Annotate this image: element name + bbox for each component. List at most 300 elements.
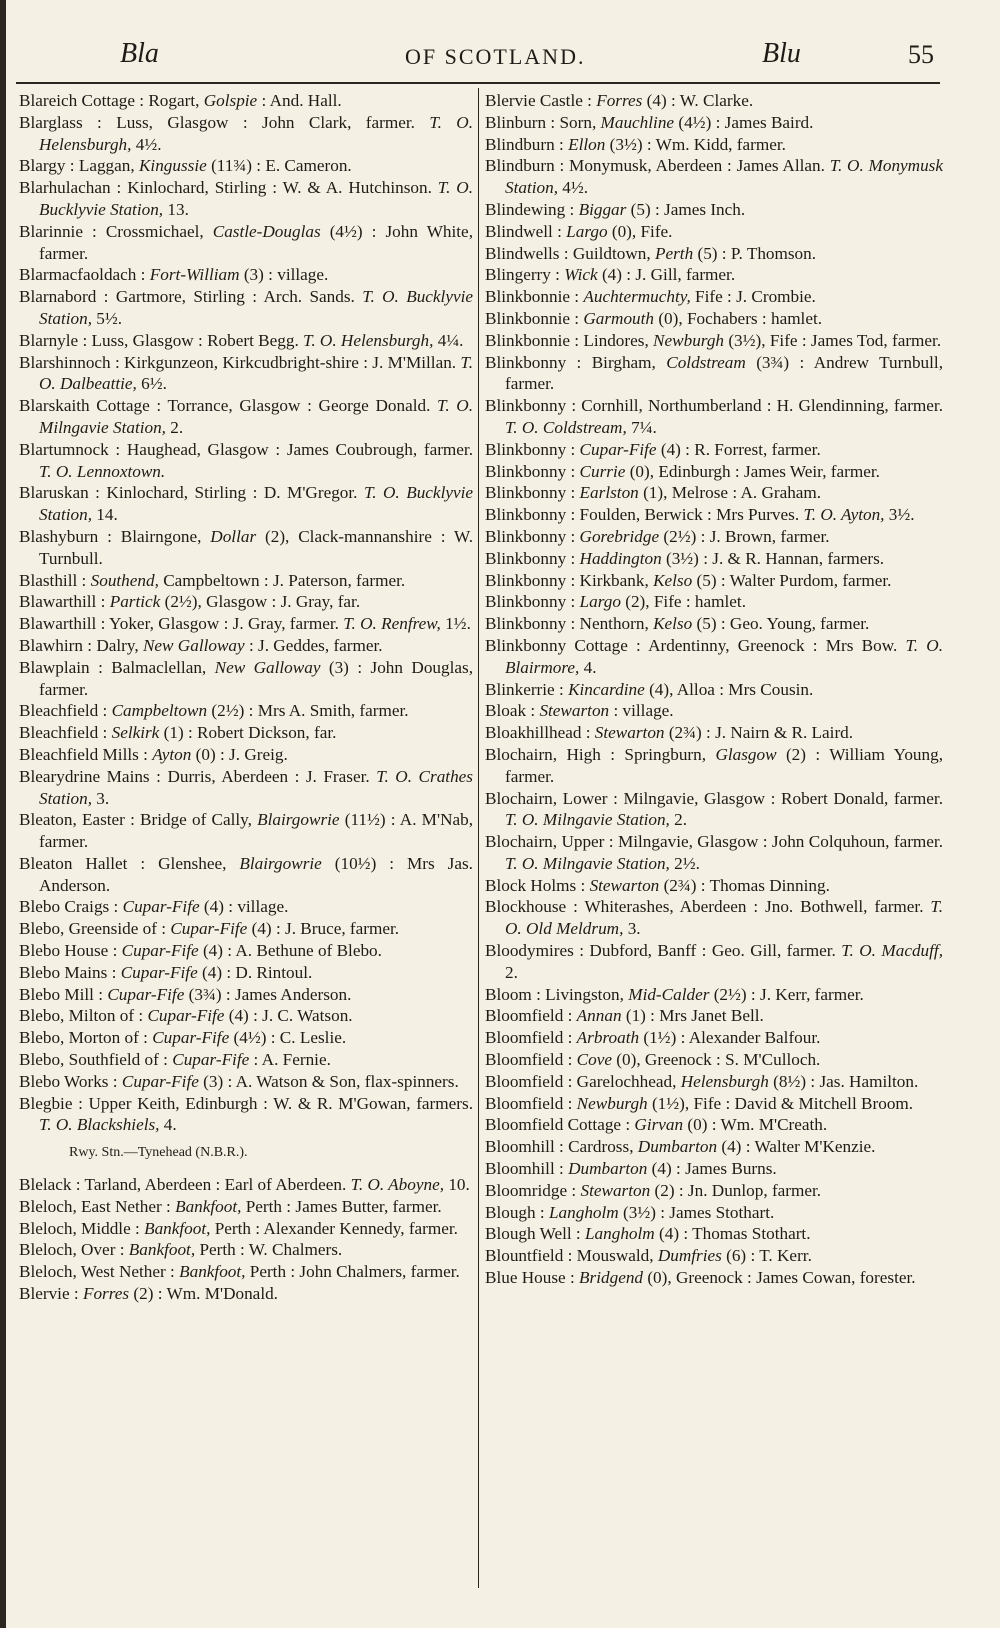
entry-text: 2. — [505, 962, 518, 982]
entry-text: Blebo House : — [19, 941, 122, 961]
entry-italic-place: Campbeltown — [111, 701, 208, 721]
entry-italic-place: Ayton — [152, 744, 192, 764]
gazetteer-entry — [19, 1196, 473, 1218]
gazetteer-entry — [485, 482, 943, 504]
gazetteer-entry — [485, 134, 943, 156]
entry-italic-place: T. O. Old Meldrum, — [505, 897, 943, 939]
entry-text: 4½. — [558, 178, 589, 198]
entry-text: Blaruskan : Kinlochard, Stirling : D. M'Gregor. — [19, 483, 364, 503]
entry-italic-place: T. O. Milngavie Station, — [39, 396, 473, 437]
entry-text: Perth : Alexander Kennedy, farmer. — [210, 1218, 458, 1238]
entry-italic-place: Arbroath — [576, 1028, 640, 1048]
entry-italic-place: Largo — [579, 592, 621, 612]
entry-text: Blinkbonnie : — [485, 308, 584, 328]
entry-italic-place: Coldstream — [666, 352, 746, 372]
page-spine-edge — [0, 0, 6, 1628]
entry-text: (4) : J. Gill, farmer. — [597, 265, 736, 285]
entry-text: Blountfield : Mouswald, — [485, 1246, 658, 1266]
entry-italic-place: Kelso — [653, 614, 693, 634]
entry-italic-place: Bankfoot, — [128, 1240, 196, 1260]
page-number: 55 — [908, 40, 934, 69]
entry-text: Blindburn : Monymusk, Aberdeen : James Allan. — [485, 156, 830, 176]
gazetteer-entry — [19, 90, 473, 112]
entry-text: Blingerry : — [485, 265, 565, 285]
entry-text: Bloak : — [485, 701, 540, 721]
entry-italic-place: Earlston — [579, 483, 639, 503]
entry-text: (10½) : Mrs Jas. Anderson. — [39, 853, 473, 895]
entry-text: (5) : James Inch. — [626, 199, 746, 219]
entry-text: (4) : James Burns. — [647, 1159, 777, 1179]
gazetteer-entry — [485, 722, 943, 744]
gazetteer-entry — [485, 548, 943, 570]
entry-text: (0), Edinburgh : James Weir, farmer. — [625, 461, 880, 481]
entry-italic-place: Forres — [82, 1284, 130, 1304]
entry-text: Blebo, Milton of : — [19, 1006, 148, 1026]
gazetteer-entry — [485, 744, 943, 788]
entry-text: Blochairn, Upper : Milngavie, Glasgow : John Colquhoun, farmer. — [485, 832, 943, 852]
entry-text: (2), Clack-mannanshire : W. Turnbull. — [39, 526, 473, 568]
entry-italic-place: Dumfries — [657, 1246, 722, 1266]
entry-text: (4) : village. — [199, 897, 289, 917]
entry-text: Bloomfield Cottage : — [485, 1115, 635, 1135]
entry-text: Blegbie : Upper Keith, Edinburgh : W. & R. M'Gowan, farmers. — [19, 1093, 473, 1113]
entry-text: Blindburn : — [485, 134, 569, 154]
entry-text: (4) : A. Bethune of Blebo. — [198, 941, 382, 961]
entry-italic-place: Cupar-Fife — [120, 962, 198, 982]
entry-text: Blebo, Morton of : — [19, 1028, 153, 1048]
gazetteer-entry — [485, 1114, 943, 1136]
gazetteer-entry — [485, 679, 943, 701]
gazetteer-entry — [19, 984, 473, 1006]
entry-text: Blawarthill : Yoker, Glasgow : J. Gray, farmer. — [19, 614, 344, 634]
entry-italic-place: Biggar — [578, 199, 627, 219]
entry-italic-place: Auchtermuchty, — [583, 287, 691, 307]
page-header — [20, 38, 940, 78]
entry-text: (5) : Walter Purdom, farmer. — [692, 570, 892, 590]
entry-text: Bloomhill : Cardross, — [485, 1137, 638, 1157]
entry-text: Blashyburn : Blairngone, — [19, 526, 211, 546]
entry-text: Blough : — [485, 1202, 549, 1222]
gazetteer-entry — [19, 962, 473, 984]
gazetteer-entry — [19, 722, 473, 744]
entry-italic-place: Dollar — [210, 526, 257, 546]
entry-text: Bloakhillhead : — [485, 723, 595, 743]
entry-text: 7¼. — [626, 417, 657, 437]
entry-text: (2¾) : J. Nairn & R. Laird. — [664, 723, 854, 743]
entry-text: Bloomfield : — [485, 1028, 577, 1048]
entry-text: Blough Well : — [485, 1224, 585, 1244]
entry-text: Blebo Mill : — [19, 984, 108, 1004]
gazetteer-entry — [19, 591, 473, 613]
gazetteer-entry — [485, 896, 943, 940]
entry-text: : village. — [609, 701, 674, 721]
entry-text: Perth : W. Chalmers. — [195, 1240, 343, 1260]
gazetteer-entry — [485, 243, 943, 265]
entry-italic-place: Blairgowrie — [239, 853, 322, 873]
gazetteer-entry — [485, 395, 943, 439]
entry-text: 4. — [579, 657, 597, 677]
entry-text: (3½) : Wm. Kidd, farmer. — [605, 134, 786, 154]
entry-text: 1½. — [440, 614, 471, 634]
entry-text: (2½), Glasgow : J. Gray, far. — [160, 592, 361, 612]
entry-italic-place: Cupar-Fife — [121, 1071, 199, 1091]
gazetteer-entry — [485, 591, 943, 613]
gazetteer-entry — [485, 526, 943, 548]
entry-text: Blockhouse : Whiterashes, Aberdeen : Jno. Bothwell, farmer. — [485, 897, 931, 917]
entry-text: Blue House : — [485, 1268, 580, 1288]
entry-text: Blearydrine Mains : Durris, Aberdeen : J. Fraser. — [19, 766, 377, 786]
entry-text: (2½) : J. Kerr, farmer. — [709, 984, 864, 1004]
entry-text: Blinkbonny : — [485, 483, 580, 503]
header-rule — [16, 82, 940, 84]
entry-text: 2½. — [669, 853, 700, 873]
gazetteer-entry — [19, 1071, 473, 1093]
gazetteer-entry — [485, 504, 943, 526]
entry-italic-place: Cupar-Fife — [122, 897, 200, 917]
entry-text: Blinkbonny : — [485, 439, 580, 459]
entry-text: Blinkerrie : — [485, 679, 569, 699]
entry-text: Blartumnock : Haughead, Glasgow : James Coubrough, farmer. — [19, 439, 473, 459]
entry-text: Blindewing : — [485, 199, 579, 219]
entry-text: Campbeltown : J. Paterson, farmer. — [158, 570, 406, 590]
gazetteer-entry — [485, 199, 943, 221]
entry-italic-place: Garmouth — [583, 308, 655, 328]
entry-italic-place: Mauchline — [600, 112, 675, 132]
entry-text: Blinkbonny : Cornhill, Northumberland : H. Glendinning, farmer. — [485, 396, 943, 416]
entry-text: Blinkbonny Cottage : Ardentinny, Greenock : Mrs Bow. — [485, 635, 906, 655]
entry-italic-place: T. O. Macduff, — [841, 941, 943, 961]
entry-italic-place: Stewarton — [589, 875, 660, 895]
entry-italic-place: T. O. Lennoxtown. — [39, 461, 166, 481]
entry-text: Bleaton, Easter : Bridge of Cally, — [19, 810, 258, 830]
entry-text: (4) : J. C. Watson. — [224, 1006, 353, 1026]
entry-italic-place: Newburgh — [576, 1093, 648, 1113]
entry-text: (2) : William Young, farmer. — [505, 744, 943, 786]
entry-italic-place: Cupar-Fife — [172, 1050, 250, 1070]
entry-italic-place: T. O. Milngavie Station, — [505, 810, 670, 830]
entry-text: 4¼. — [433, 330, 464, 350]
gazetteer-entry — [485, 700, 943, 722]
gazetteer-entry — [485, 461, 943, 483]
entry-text: 5½. — [92, 308, 123, 328]
gazetteer-entry — [485, 330, 943, 352]
entry-italic-place: T. O. Bucklyvie Station, — [39, 287, 473, 328]
entry-italic-place: Cupar-Fife — [152, 1028, 230, 1048]
right-column — [485, 90, 943, 1289]
gazetteer-entry — [485, 1093, 943, 1115]
column-divider — [478, 88, 479, 1588]
entry-text: (3¾) : Andrew Turnbull, farmer. — [505, 352, 943, 394]
entry-text: Blebo Works : — [19, 1071, 122, 1091]
entry-text: (5) : P. Thomson. — [693, 243, 817, 263]
running-head-left: Bla — [120, 38, 159, 69]
gazetteer-entry — [19, 526, 473, 570]
entry-italic-place: Golspie — [203, 91, 258, 110]
entry-text: (1), Melrose : A. Graham. — [638, 483, 822, 503]
gazetteer-entry — [485, 570, 943, 592]
entry-italic-place: T. O. Ayton, — [803, 505, 885, 525]
entry-text: Bloomfield : Garelochhead, — [485, 1071, 681, 1091]
entry-text: 6½. — [136, 374, 167, 394]
entry-italic-place: Wick — [564, 265, 598, 285]
entry-text: 4. — [159, 1115, 177, 1135]
entry-text: Fife : J. Crombie. — [690, 287, 816, 307]
gazetteer-entry — [19, 221, 473, 265]
entry-text: (4) : D. Rintoul. — [197, 962, 313, 982]
entry-text: (4½) : C. Leslie. — [229, 1028, 347, 1048]
gazetteer-entry — [485, 264, 943, 286]
gazetteer-entry — [19, 1174, 473, 1196]
entry-text: (3) : A. Watson & Son, flax-spinners. — [198, 1071, 459, 1091]
entry-text: 2. — [669, 810, 688, 830]
gazetteer-entry — [19, 613, 473, 635]
entry-italic-place: T. O. Dalbeattie, — [39, 352, 473, 394]
entry-text: (4) : Thomas Stothart. — [654, 1224, 811, 1244]
entry-italic-place: Cupar-Fife — [121, 941, 199, 961]
entry-text: Bleachfield : — [19, 701, 112, 721]
gazetteer-entry — [485, 155, 943, 199]
entry-text: (3) : village. — [239, 265, 329, 285]
entry-text: Blawhirn : Dalry, — [19, 635, 143, 655]
entry-text: Blasthill : — [19, 570, 91, 590]
gazetteer-entry — [19, 155, 473, 177]
entry-text: Blareich Cottage : Rogart, — [19, 91, 204, 110]
entry-text: Blinkbonny : — [485, 592, 580, 612]
gazetteer-entry — [19, 1283, 473, 1305]
entry-italic-place: Partick — [109, 592, 161, 612]
entry-italic-place: New Galloway — [142, 635, 245, 655]
entry-text: Blervie Castle : — [485, 91, 597, 110]
entry-italic-place: Cupar-Fife — [170, 919, 248, 939]
entry-italic-place: Selkirk — [111, 723, 160, 743]
entry-text: Bleachfield : — [19, 723, 112, 743]
entry-text: Blinkbonny : — [485, 461, 580, 481]
gazetteer-entry — [485, 352, 943, 396]
entry-text: (2), Fife : hamlet. — [620, 592, 746, 612]
entry-italic-place: Cupar-Fife — [107, 984, 185, 1004]
entry-text: Blargy : Laggan, — [19, 156, 139, 176]
gazetteer-entry — [485, 1049, 943, 1071]
gazetteer-entry — [19, 809, 473, 853]
entry-text: 2. — [165, 417, 184, 437]
entry-italic-place: Bankfoot, — [144, 1218, 211, 1238]
entry-text: (3½), Fife : James Tod, farmer. — [724, 330, 942, 350]
running-head-right: Blu — [762, 38, 801, 69]
gazetteer-entry — [19, 896, 473, 918]
entry-italic-place: Blairgowrie — [257, 810, 340, 830]
gazetteer-entry — [19, 657, 473, 701]
entry-text: (4) : R. Forrest, farmer. — [656, 439, 821, 459]
entry-italic-place: Dumbarton — [637, 1137, 718, 1157]
entry-italic-place: Bankfoot, — [179, 1262, 246, 1282]
entry-text: (2) : Wm. M'Donald. — [129, 1284, 278, 1304]
entry-text: (0), Greenock : S. M'Culloch. — [612, 1050, 821, 1070]
entry-italic-place: Kelso — [653, 570, 693, 590]
gazetteer-entry — [19, 635, 473, 657]
entry-italic-place: Dumbarton — [568, 1159, 648, 1179]
gazetteer-entry — [485, 788, 943, 832]
entry-text: (8½) : Jas. Hamilton. — [768, 1071, 919, 1091]
entry-text: (4) : J. Bruce, farmer. — [247, 919, 400, 939]
gazetteer-entry — [19, 1027, 473, 1049]
entry-text: 14. — [92, 505, 118, 525]
gazetteer-entry — [19, 766, 473, 810]
entry-italic-place: Perth — [654, 243, 694, 263]
entry-text: Bloom : Livingston, — [485, 984, 629, 1004]
entry-text: Blinkbonny : — [485, 548, 580, 568]
entry-text: Blochairn, Lower : Milngavie, Glasgow : Robert Donald, farmer. — [485, 788, 943, 808]
gazetteer-entry — [485, 439, 943, 461]
entry-italic-place: T. O. Renfrew, — [343, 614, 441, 634]
entry-italic-place: Ellon — [568, 134, 606, 154]
gazetteer-entry — [19, 853, 473, 897]
entry-italic-place: Currie — [579, 461, 626, 481]
entry-text: Bleloch, West Nether : — [19, 1262, 180, 1282]
entry-text: 13. — [163, 199, 189, 219]
gazetteer-entry — [485, 308, 943, 330]
gazetteer-entry — [485, 1005, 943, 1027]
gazetteer-entry — [485, 1267, 943, 1289]
gazetteer-entry — [485, 221, 943, 243]
gazetteer-entry — [485, 286, 943, 308]
entry-italic-place: Largo — [566, 221, 608, 241]
entry-italic-place: Helensburgh — [680, 1071, 769, 1091]
entry-text: Bleloch, East Nether : — [19, 1196, 176, 1216]
gazetteer-entry — [19, 112, 473, 156]
entry-text: 10. — [444, 1175, 470, 1195]
entry-italic-place: Stewarton — [594, 723, 665, 743]
gazetteer-entry — [19, 1005, 473, 1027]
gazetteer-entry — [485, 1071, 943, 1093]
entry-italic-place: T. O. Blairmore, — [505, 635, 943, 677]
entry-italic-place: T. O. Helensburgh, — [303, 330, 434, 350]
entry-italic-place: Kingussie — [138, 156, 207, 176]
entry-text: Bloomfield : — [485, 1050, 577, 1070]
entry-text: (11¾) : E. Cameron. — [206, 156, 352, 176]
entry-text: (6) : T. Kerr. — [721, 1246, 812, 1266]
gazetteer-entry — [485, 1245, 943, 1267]
entry-italic-place: Haddington — [579, 548, 662, 568]
entry-text: : And. Hall. — [257, 91, 342, 110]
entry-italic-place: T. O. Monymusk Station, — [505, 156, 943, 198]
entry-text: Blelack : Tarland, Aberdeen : Earl of Aberdeen. — [19, 1175, 351, 1195]
entry-italic-place: Mid-Calder — [628, 984, 710, 1004]
entry-text: (2) : Jn. Dunlop, farmer. — [650, 1180, 822, 1200]
entry-italic-place: Glasgow — [715, 744, 777, 764]
gazetteer-entry — [485, 1180, 943, 1202]
entry-text: (11½) : A. M'Nab, farmer. — [39, 810, 473, 852]
gazetteer-entry — [19, 352, 473, 396]
entry-italic-place: Bankfoot, — [175, 1196, 242, 1216]
entry-italic-place: Newburgh — [653, 330, 725, 350]
entry-italic-place: Southend, — [90, 570, 159, 590]
entry-text: (4½) : John White, farmer. — [39, 221, 473, 263]
entry-text: (3¾) : James Anderson. — [184, 984, 352, 1004]
entry-text: Blinkbonny : Nenthorn, — [485, 614, 654, 634]
entry-text: Blinkbonnie : — [485, 287, 584, 307]
entry-text: Blebo, Greenside of : — [19, 919, 171, 939]
gazetteer-entry — [19, 570, 473, 592]
entry-text: Blarnabord : Gartmore, Stirling : Arch. Sands. — [19, 287, 363, 307]
entry-text: Blervie : — [19, 1284, 83, 1304]
entry-text: : J. Geddes, farmer. — [244, 635, 383, 655]
entry-text: Bloomfield : — [485, 1093, 577, 1113]
gazetteer-entry — [19, 264, 473, 286]
entry-text: (0), Greenock : James Cowan, forester. — [643, 1268, 916, 1288]
entry-italic-place: Cove — [576, 1050, 612, 1070]
entry-italic-place: T. O. Blackshiels, — [39, 1115, 160, 1135]
railway-station-note: Rwy. Stn.—Tynehead (N.B.R.). — [69, 1145, 248, 1161]
entry-italic-place: Cupar-Fife — [147, 1006, 225, 1026]
entry-text: 3. — [92, 788, 110, 808]
gazetteer-entry — [19, 744, 473, 766]
gazetteer-entry — [485, 1202, 943, 1224]
entry-text: (4½) : James Baird. — [674, 112, 814, 132]
gazetteer-entry — [485, 112, 943, 134]
entry-text: : A. Fernie. — [249, 1050, 331, 1070]
entry-text: Blawplain : Balmaclellan, — [19, 657, 215, 677]
entry-text: Block Holms : — [485, 875, 590, 895]
entry-text: (2½) : Mrs A. Smith, farmer. — [207, 701, 409, 721]
entry-text: (0), Fife. — [607, 221, 673, 241]
entry-text: (3½) : J. & R. Hannan, farmers. — [661, 548, 885, 568]
entry-text: Bloodymires : Dubford, Banff : Geo. Gill, farmer. — [485, 941, 842, 961]
gazetteer-entry — [19, 330, 473, 352]
gazetteer-entry — [485, 90, 943, 112]
entry-italic-place: Forres — [596, 91, 643, 110]
entry-text: (0) : J. Greig. — [191, 744, 288, 764]
gazetteer-entry — [19, 918, 473, 940]
entry-italic-place: T. O. Helensburgh, — [39, 112, 473, 154]
entry-text: Bloomhill : — [485, 1159, 569, 1179]
entry-italic-place: T. O. Crathes Station, — [39, 766, 473, 808]
entry-text: (0) : Wm. M'Creath. — [683, 1115, 828, 1135]
entry-text: Bleaton Hallet : Glenshee, — [19, 853, 240, 873]
gazetteer-entry — [19, 439, 473, 483]
entry-italic-place: Annan — [576, 1006, 622, 1026]
gazetteer-entry — [19, 395, 473, 439]
gazetteer-entry — [485, 613, 943, 635]
gazetteer-entry — [19, 1239, 473, 1261]
entry-text: (5) : Geo. Young, farmer. — [692, 614, 870, 634]
gazetteer-entry — [485, 1027, 943, 1049]
entry-italic-place: Cupar-Fife — [579, 439, 657, 459]
entry-italic-place: Kincardine — [568, 679, 645, 699]
entry-text: (1½) : Alexander Balfour. — [639, 1028, 821, 1048]
gazetteer-entry — [485, 1136, 943, 1158]
entry-italic-place: T. O. Aboyne, — [350, 1175, 445, 1195]
entry-italic-place: T. O. Coldstream, — [505, 417, 627, 437]
entry-italic-place: Langholm — [585, 1224, 655, 1244]
entry-italic-place: T. O. Bucklyvie Station, — [39, 483, 473, 525]
entry-text: (4) : W. Clarke. — [642, 91, 754, 110]
entry-text: Bleloch, Middle : — [19, 1218, 145, 1238]
gazetteer-entry — [19, 700, 473, 722]
entry-italic-place: Langholm — [548, 1202, 619, 1222]
entry-text: Blinkbonny : — [485, 526, 580, 546]
gazetteer-entry — [19, 177, 473, 221]
gazetteer-entry — [485, 1158, 943, 1180]
entry-text: Blinburn : Sorn, — [485, 112, 601, 132]
entry-text: Bleloch, Over : — [19, 1240, 129, 1260]
gazetteer-entry — [485, 984, 943, 1006]
entry-italic-place: Fort-William — [149, 265, 240, 285]
gazetteer-entry — [485, 831, 943, 875]
entry-text: 3½. — [884, 505, 915, 525]
running-title: OF SCOTLAND. — [405, 44, 586, 69]
entry-italic-place: T. O. Milngavie Station, — [505, 853, 670, 873]
entry-text: 4½. — [131, 134, 162, 154]
